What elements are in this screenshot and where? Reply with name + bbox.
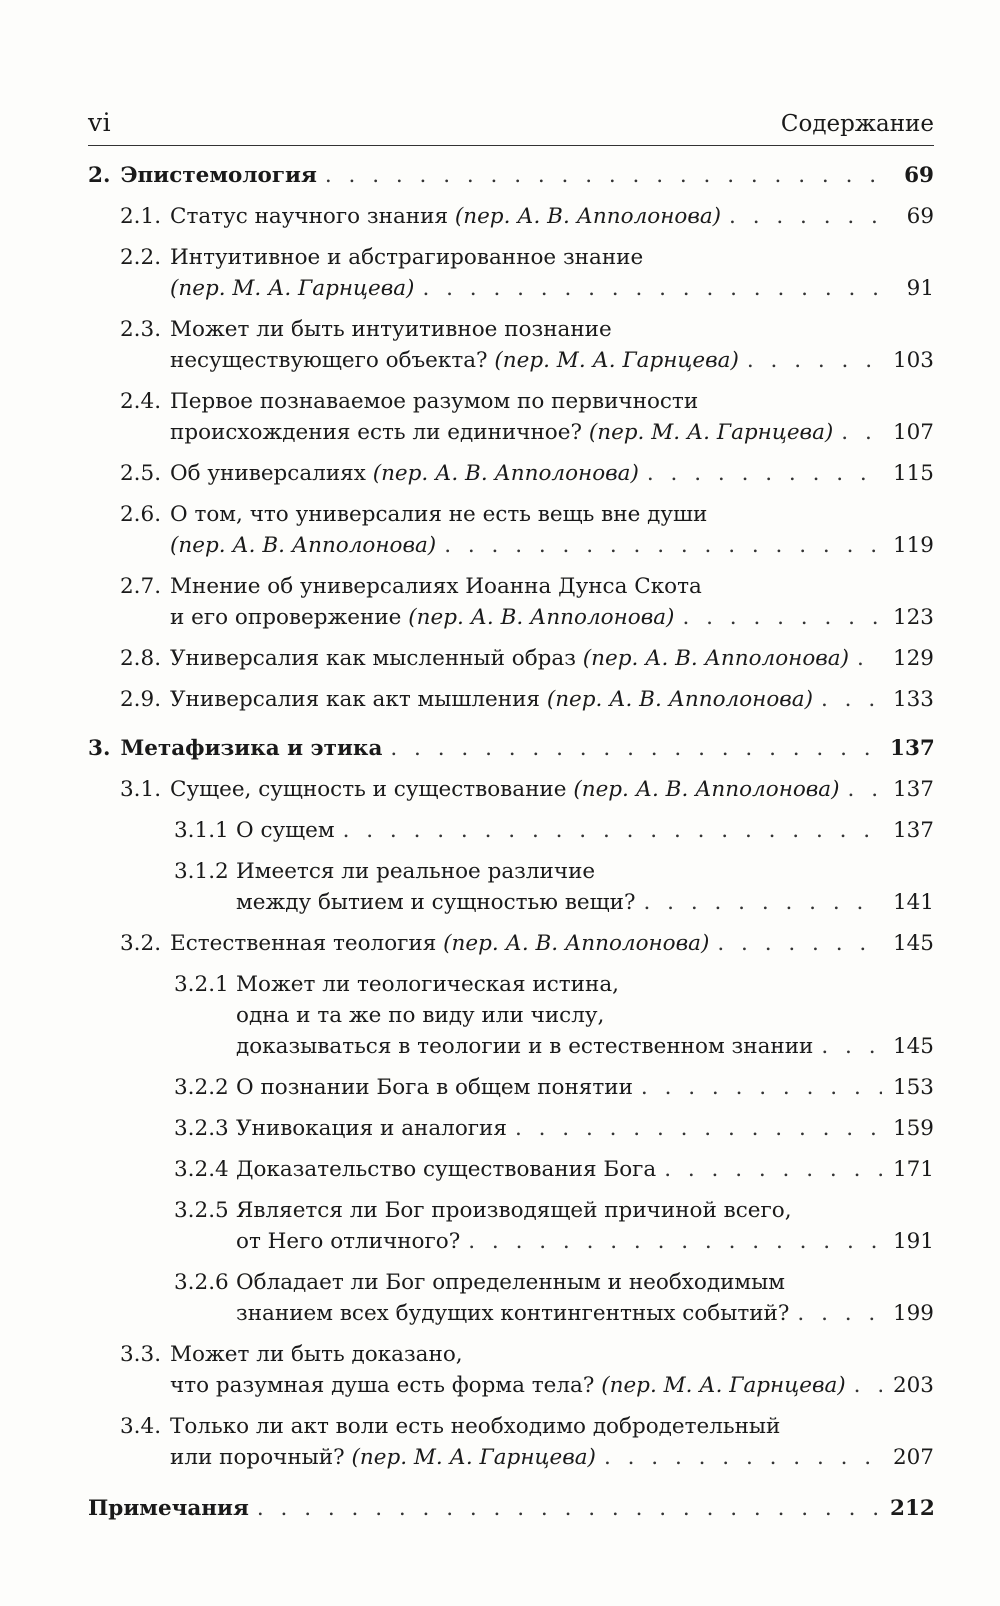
toc-entry-2-2 <box>88 242 934 304</box>
leader-dots <box>325 160 882 191</box>
toc-page: 137 <box>890 736 935 761</box>
leader-dots <box>682 602 882 633</box>
toc-translator: (пер. М. А. Гарнцева) <box>351 1445 596 1470</box>
toc-number: 2.1. <box>120 204 162 229</box>
toc-page: 171 <box>892 1157 934 1182</box>
toc-number: 3.2.2 <box>174 1075 229 1100</box>
toc-entry-3-1 <box>88 774 934 805</box>
toc-title-cont: знанием всех будущих контингентных событий? <box>236 1301 790 1326</box>
toc-translator: (пер. А. В. Апполонова) <box>372 461 639 486</box>
toc-title-cont: от Него отличного? <box>236 1229 461 1254</box>
toc-title: Естественная теология <box>170 931 444 956</box>
leader-dots <box>797 1298 882 1329</box>
toc-entry-3-1-1 <box>88 815 934 846</box>
toc-title-cont: и его опровержение <box>170 605 409 630</box>
toc-title: Первое познаваемое разумом по первичности <box>170 389 699 414</box>
leader-dots <box>468 1226 882 1257</box>
toc-number: 2.7. <box>120 574 162 599</box>
toc-number: 2.2. <box>120 245 162 270</box>
leader-dots <box>515 1113 882 1144</box>
toc-translator: (пер. А. В. Апполонова) <box>170 533 437 558</box>
toc-number: 3.4. <box>120 1414 162 1439</box>
leader-dots <box>343 815 882 846</box>
toc-page: 137 <box>892 818 934 843</box>
toc-number: 3.2.6 <box>174 1270 229 1295</box>
toc-number: 3.1.1 <box>174 818 229 843</box>
toc-title-cont: одна и та же по виду или числу, <box>236 1003 605 1028</box>
toc-page: 69 <box>906 204 934 229</box>
toc-translator: (пер. А. В. Апполонова) <box>443 931 710 956</box>
toc-title: Статус научного знания <box>170 204 455 229</box>
toc-section-2 <box>88 160 934 191</box>
toc-number: 3.3. <box>120 1342 162 1367</box>
toc-title: О сущем <box>236 818 335 843</box>
toc-number: 2.6. <box>120 502 162 527</box>
toc-entry-3-2-6 <box>88 1267 934 1329</box>
toc-section-3 <box>88 733 934 764</box>
toc-entry-3-2-4 <box>88 1154 934 1185</box>
toc-title: Обладает ли Бог определенным и необходимым <box>236 1270 785 1295</box>
toc-entry-3-1-2 <box>88 856 934 918</box>
toc-title: Универсалия как мысленный образ <box>170 646 583 671</box>
toc-page: 159 <box>892 1116 934 1141</box>
toc-entry-3-2-5 <box>88 1195 934 1257</box>
toc-page: 103 <box>892 348 934 373</box>
toc-number: 3.2.5 <box>174 1198 229 1223</box>
toc-translator: (пер. А. В. Апполонова) <box>573 777 840 802</box>
toc-translator: (пер. А. В. Апполонова) <box>454 204 722 229</box>
toc-number: 2.4. <box>120 389 162 414</box>
toc-page: 191 <box>892 1229 934 1254</box>
toc-number: 2.5. <box>120 461 162 486</box>
toc-page: 129 <box>892 646 934 671</box>
toc-page: 91 <box>906 276 934 301</box>
toc-number: 2.9. <box>120 687 162 712</box>
toc-page: 119 <box>892 533 934 558</box>
toc-title: Метафизика и этика <box>120 736 383 761</box>
toc-title: Интуитивное и абстрагированное знание <box>170 245 644 270</box>
toc-page: 141 <box>892 890 934 915</box>
leader-dots <box>729 201 882 232</box>
toc-entry-2-1 <box>88 201 934 232</box>
leader-dots <box>664 1154 882 1185</box>
toc-number: 3.2.4 <box>174 1157 229 1182</box>
toc-title: Доказательство существования Бога <box>236 1157 657 1182</box>
leader-dots <box>390 733 882 764</box>
toc-number: 2.3. <box>120 317 162 342</box>
page-header <box>88 108 934 146</box>
toc-title: Унивокация и аналогия <box>236 1116 507 1141</box>
toc-page: 107 <box>892 420 934 445</box>
leader-dots <box>841 417 882 448</box>
toc-title: Является ли Бог производящей причиной всего, <box>236 1198 792 1223</box>
toc-title-cont: что разумная душа есть форма тела? <box>170 1373 602 1398</box>
page-number: vi <box>88 108 112 137</box>
leader-dots <box>444 530 882 561</box>
toc-page: 69 <box>904 163 934 188</box>
toc-page: 203 <box>892 1373 934 1398</box>
toc-title-cont: доказываться в теологии и в естественном знании <box>236 1034 814 1059</box>
toc-entry-2-6 <box>88 499 934 561</box>
toc-translator: (пер. М. А. Гарнцева) <box>588 420 834 445</box>
toc-entry-2-9 <box>88 684 934 715</box>
toc-number: 2. <box>88 163 111 188</box>
toc-number: 3.2. <box>120 931 162 956</box>
leader-dots <box>848 774 882 805</box>
toc-number: 3. <box>88 736 111 761</box>
leader-dots <box>717 928 882 959</box>
toc-page: 137 <box>892 777 934 802</box>
toc-page: 145 <box>892 1034 934 1059</box>
leader-dots <box>854 1370 882 1401</box>
toc-translator: (пер. А. В. Апполонова) <box>582 646 849 671</box>
leader-dots <box>747 345 882 376</box>
toc-title: Только ли акт воли есть необходимо добродетельный <box>170 1414 781 1439</box>
leader-dots <box>422 273 882 304</box>
toc-entry-2-3 <box>88 314 934 376</box>
toc-page: 133 <box>892 687 934 712</box>
toc-title: Об универсалиях <box>170 461 373 486</box>
leader-dots <box>821 684 882 715</box>
toc-title-cont: происхождения есть ли единичное? <box>170 420 589 445</box>
toc-entry-3-2-2 <box>88 1072 934 1103</box>
toc-page: 123 <box>892 605 934 630</box>
toc-translator: (пер. М. А. Гарнцева) <box>170 276 415 301</box>
toc-title-cont: или порочный? <box>170 1445 352 1470</box>
toc-entry-3-4 <box>88 1411 934 1473</box>
leader-dots <box>257 1493 882 1524</box>
book-page <box>88 108 934 1524</box>
toc-title: Универсалия как акт мышления <box>170 687 547 712</box>
toc-title-cont: несуществующего объекта? <box>170 348 495 373</box>
toc-number: 3.2.3 <box>174 1116 229 1141</box>
toc-translator: (пер. А. В. Апполонова) <box>546 687 814 712</box>
toc-title: Примечания <box>88 1496 249 1521</box>
toc-entry-2-5 <box>88 458 934 489</box>
toc-page: 212 <box>890 1496 935 1521</box>
toc-translator: (пер. М. А. Гарнцева) <box>601 1373 846 1398</box>
leader-dots <box>821 1031 882 1062</box>
toc-page: 145 <box>892 931 934 956</box>
toc-title: О том, что универсалия не есть вещь вне души <box>170 502 708 527</box>
toc-title: Имеется ли реальное различие <box>236 859 596 884</box>
toc-page: 199 <box>892 1301 934 1326</box>
toc-number: 3.1. <box>120 777 162 802</box>
toc-title: Сущее, сущность и существование <box>170 777 574 802</box>
toc-title: Мнение об универсалиях Иоанна Дунса Скота <box>170 574 702 599</box>
toc-translator: (пер. М. А. Гарнцева) <box>494 348 739 373</box>
toc-title: О познании Бога в общем понятии <box>236 1075 633 1100</box>
toc-title: Может ли быть доказано, <box>170 1342 463 1367</box>
toc-entry-2-8 <box>88 643 934 674</box>
leader-dots <box>641 1072 882 1103</box>
toc-title-cont: между бытием и сущностью вещи? <box>236 890 636 915</box>
toc-entry-3-2-1 <box>88 969 934 1062</box>
toc-number: 3.2.1 <box>174 972 229 997</box>
toc-entry-3-3 <box>88 1339 934 1401</box>
running-title: Содержание <box>780 111 934 137</box>
toc-title: Может ли быть интуитивное познание <box>170 317 612 342</box>
toc-number: 2.8. <box>120 646 162 671</box>
toc-page: 207 <box>892 1445 934 1470</box>
toc-page: 153 <box>892 1075 934 1100</box>
toc-entry-2-4 <box>88 386 934 448</box>
toc-notes <box>88 1493 934 1524</box>
toc-entry-3-2 <box>88 928 934 959</box>
toc-title: Может ли теологическая истина, <box>236 972 619 997</box>
leader-dots <box>604 1442 882 1473</box>
leader-dots <box>857 643 882 674</box>
table-of-contents <box>88 160 934 1524</box>
leader-dots <box>644 887 883 918</box>
leader-dots <box>647 458 882 489</box>
toc-number: 3.1.2 <box>174 859 229 884</box>
toc-entry-3-2-3 <box>88 1113 934 1144</box>
toc-entry-2-7 <box>88 571 934 633</box>
toc-title: Эпистемология <box>120 163 317 188</box>
toc-page: 115 <box>892 461 934 486</box>
toc-translator: (пер. А. В. Апполонова) <box>408 605 675 630</box>
